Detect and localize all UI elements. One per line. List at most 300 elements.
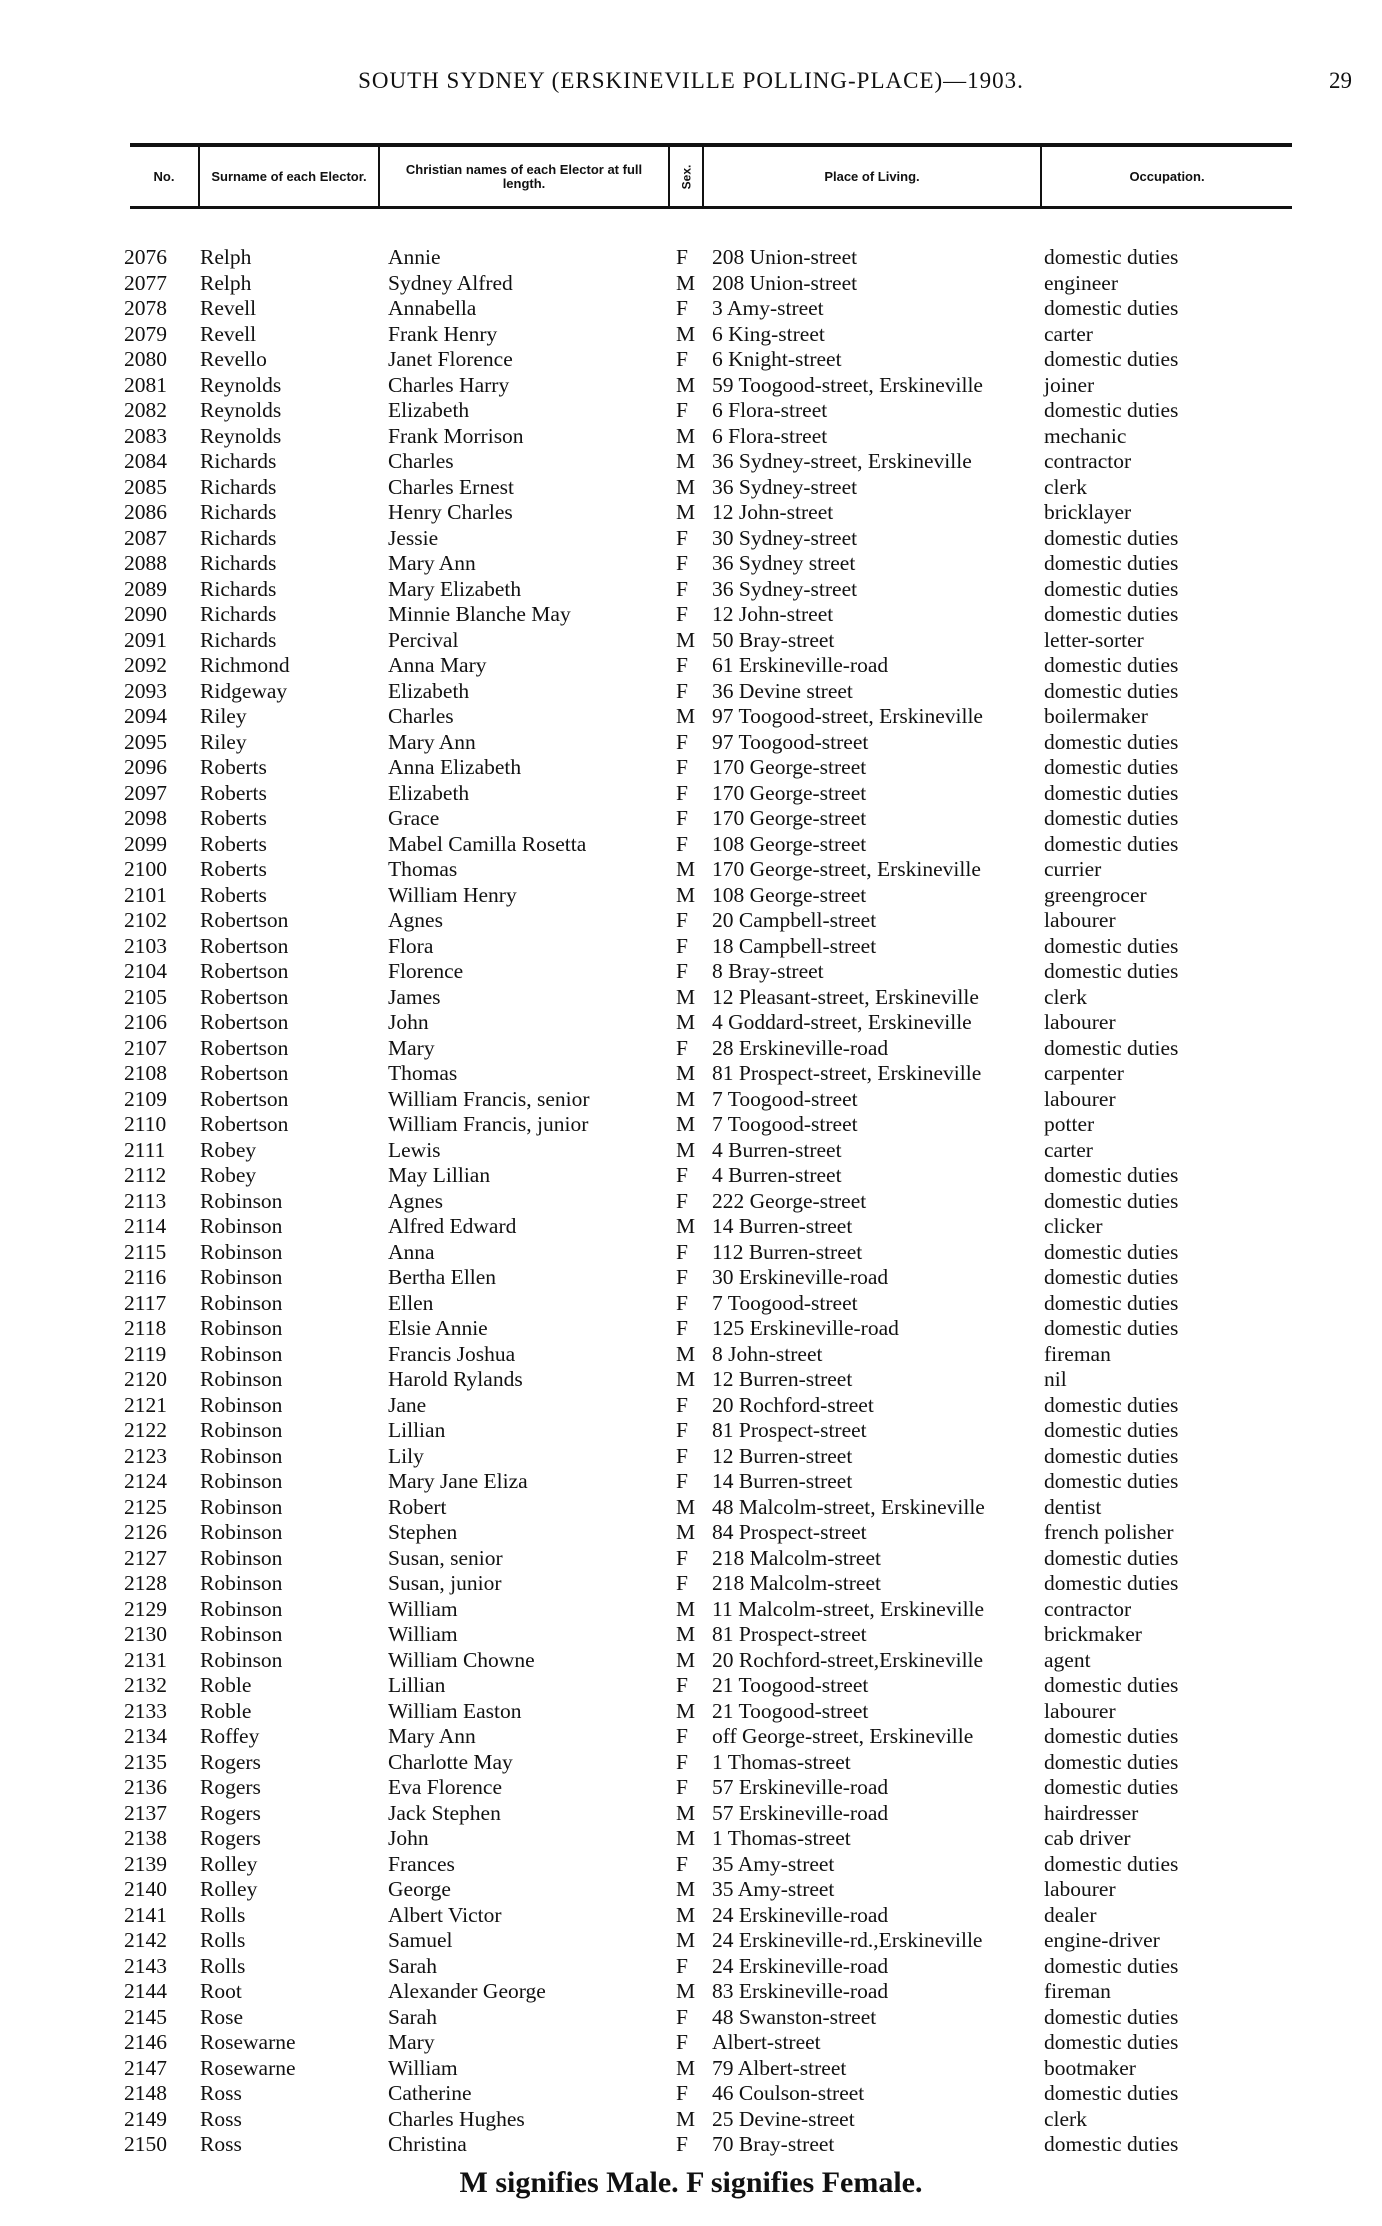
elector-occupation: domestic duties — [1044, 296, 1179, 320]
elector-surname: Robertson — [200, 959, 289, 983]
elector-place: 30 Erskineville-road — [712, 1265, 889, 1289]
elector-number: 2079 — [124, 321, 167, 346]
elector-number: 2093 — [124, 678, 167, 703]
elector-occupation: domestic duties — [1044, 1775, 1179, 1799]
elector-christian-names: Eva Florence — [388, 1775, 503, 1799]
elector-occupation: domestic duties — [1044, 1571, 1179, 1595]
elector-christian-names: Grace — [388, 806, 440, 830]
elector-place: 36 Devine street — [712, 678, 853, 703]
elector-number: 2140 — [124, 1877, 167, 1901]
elector-surname: Roberts — [200, 882, 267, 907]
elector-occupation: potter — [1044, 1112, 1095, 1136]
elector-surname: Robertson — [200, 1035, 289, 1060]
table-row — [0, 628, 1382, 654]
elector-christian-names: Sydney Alfred — [388, 270, 513, 295]
table-row — [0, 1265, 1382, 1291]
elector-surname: Robey — [200, 1137, 257, 1162]
elector-occupation: carter — [1044, 321, 1093, 346]
elector-christian-names: Anna Elizabeth — [388, 755, 522, 779]
elector-sex: M — [676, 1800, 696, 1825]
elector-occupation: domestic duties — [1044, 2132, 1179, 2156]
elector-surname: Robinson — [200, 1494, 283, 1519]
elector-number: 2102 — [124, 908, 167, 932]
elector-surname: Ross — [200, 2106, 242, 2131]
column-header-place: Place of Living. — [704, 147, 1042, 206]
elector-place: 3 Amy-street — [712, 296, 824, 320]
elector-sex: F — [676, 1749, 688, 1774]
elector-number: 2117 — [124, 1290, 167, 1315]
elector-place: 36 Sydney-street — [712, 474, 858, 499]
elector-number: 2132 — [124, 1673, 167, 1697]
elector-surname: Richards — [200, 627, 277, 652]
elector-place: 108 George-street — [712, 831, 867, 856]
table-row — [0, 1010, 1382, 1036]
elector-surname: Roberts — [200, 780, 267, 805]
elector-occupation: joiner — [1044, 372, 1095, 397]
elector-occupation: domestic duties — [1044, 1724, 1179, 1748]
elector-number: 2112 — [124, 1163, 167, 1187]
elector-occupation: domestic duties — [1044, 551, 1179, 575]
elector-occupation: clerk — [1044, 984, 1087, 1009]
elector-christian-names: Susan, senior — [388, 1545, 503, 1570]
elector-occupation: fireman — [1044, 1341, 1111, 1366]
elector-place: 81 Prospect-street — [712, 1418, 867, 1442]
elector-surname: Ross — [200, 2132, 242, 2156]
elector-surname: Robinson — [200, 1571, 283, 1595]
page-number: 29 — [1329, 68, 1352, 93]
elector-number: 2138 — [124, 1826, 167, 1850]
elector-surname: Robinson — [200, 1316, 283, 1340]
elector-sex: M — [676, 1596, 696, 1621]
elector-place: Albert-street — [712, 2030, 821, 2054]
elector-number: 2077 — [124, 270, 167, 295]
elector-occupation: fireman — [1044, 1979, 1111, 2003]
elector-place: 218 Malcolm-street — [712, 1571, 881, 1595]
elector-surname: Roberts — [200, 831, 267, 856]
elector-occupation: labourer — [1044, 1698, 1116, 1723]
elector-number: 2135 — [124, 1749, 167, 1774]
table-row — [0, 1163, 1382, 1189]
elector-number: 2130 — [124, 1622, 167, 1646]
elector-occupation: letter-sorter — [1044, 627, 1144, 652]
elector-surname: Richards — [200, 602, 277, 626]
elector-place: 20 Rochford-street,Erskineville — [712, 1647, 984, 1672]
elector-sex: F — [676, 1953, 688, 1978]
elector-number: 2080 — [124, 347, 167, 371]
elector-occupation: domestic duties — [1044, 1469, 1179, 1493]
table-row — [0, 1954, 1382, 1980]
elector-sex: M — [676, 1622, 696, 1646]
elector-occupation: domestic duties — [1044, 933, 1179, 958]
elector-occupation: domestic duties — [1044, 1392, 1179, 1417]
elector-christian-names: Anna Mary — [388, 653, 487, 677]
elector-sex: M — [676, 1647, 696, 1672]
elector-occupation: labourer — [1044, 1086, 1116, 1111]
elector-place: 81 Prospect-street, Erskineville — [712, 1061, 982, 1085]
elector-number: 2099 — [124, 831, 167, 856]
elector-christian-names: William — [388, 1596, 458, 1621]
elector-surname: Robinson — [200, 1418, 283, 1442]
elector-surname: Robinson — [200, 1545, 283, 1570]
elector-place: 35 Amy-street — [712, 1851, 835, 1876]
elector-sex: M — [676, 1979, 696, 2003]
elector-sex: F — [676, 1265, 688, 1289]
elector-place: 170 George-street, Erskineville — [712, 857, 981, 881]
footer-note: M signifies Male. F signifies Female. — [459, 2166, 923, 2199]
table-row — [0, 2005, 1382, 2031]
elector-christian-names: Lillian — [388, 1673, 446, 1697]
table-row — [0, 296, 1382, 322]
elector-sex: M — [676, 1494, 696, 1519]
elector-surname: Robertson — [200, 1112, 289, 1136]
elector-place: 24 Erskineville-road — [712, 1953, 889, 1978]
elector-sex: M — [676, 423, 696, 448]
table-row — [0, 1520, 1382, 1546]
elector-christian-names: Robert — [388, 1494, 447, 1519]
elector-christian-names: Henry Charles — [388, 500, 513, 524]
table-row — [0, 1112, 1382, 1138]
elector-surname: Richmond — [200, 653, 290, 677]
elector-sex: F — [676, 1469, 688, 1493]
elector-place: 8 Bray-street — [712, 959, 824, 983]
elector-christian-names: Albert Victor — [388, 1902, 502, 1927]
elector-number: 2144 — [124, 1979, 167, 2003]
elector-place: 108 George-street — [712, 882, 867, 907]
elector-surname: Robertson — [200, 1086, 289, 1111]
elector-surname: Reynolds — [200, 398, 282, 422]
elector-occupation: labourer — [1044, 1010, 1116, 1034]
elector-place: 12 John-street — [712, 500, 834, 524]
elector-number: 2084 — [124, 449, 167, 473]
elector-christian-names: William Francis, junior — [388, 1112, 589, 1136]
elector-surname: Roberts — [200, 755, 267, 779]
table-row — [0, 1903, 1382, 1929]
elector-sex: M — [676, 500, 696, 524]
table-row — [0, 832, 1382, 858]
elector-christian-names: Lily — [388, 1443, 424, 1468]
elector-surname: Robinson — [200, 1520, 283, 1544]
table-row — [0, 2132, 1382, 2158]
elector-occupation: domestic duties — [1044, 1749, 1179, 1774]
elector-place: 50 Bray-street — [712, 627, 835, 652]
elector-place: 208 Union-street — [712, 270, 858, 295]
elector-christian-names: Mary Ann — [388, 729, 476, 754]
elector-place: 81 Prospect-street — [712, 1622, 867, 1646]
elector-occupation: contractor — [1044, 449, 1132, 473]
elector-number: 2100 — [124, 857, 167, 881]
elector-number: 2125 — [124, 1494, 167, 1519]
elector-christian-names: Thomas — [388, 857, 458, 881]
elector-christian-names: Charles — [388, 449, 454, 473]
elector-place: 21 Toogood-street — [712, 1698, 869, 1723]
elector-occupation: domestic duties — [1044, 1163, 1179, 1187]
table-row — [0, 322, 1382, 348]
table-row — [0, 883, 1382, 909]
elector-occupation: brickmaker — [1044, 1622, 1142, 1646]
elector-occupation: clerk — [1044, 2106, 1087, 2131]
elector-place: 8 John-street — [712, 1341, 823, 1366]
elector-occupation: domestic duties — [1044, 1673, 1179, 1697]
elector-place: 112 Burren-street — [712, 1239, 863, 1264]
elector-occupation: greengrocer — [1044, 882, 1147, 907]
elector-occupation: domestic duties — [1044, 1035, 1179, 1060]
elector-surname: Revell — [200, 321, 257, 346]
elector-occupation: domestic duties — [1044, 1545, 1179, 1570]
elector-surname: Richards — [200, 525, 277, 550]
elector-christian-names: Florence — [388, 959, 464, 983]
elector-christian-names: Mary — [388, 1035, 435, 1060]
table-row — [0, 679, 1382, 705]
elector-christian-names: Sarah — [388, 2004, 437, 2029]
table-row — [0, 806, 1382, 832]
column-header-sex: Sex. — [670, 147, 704, 206]
elector-surname: Rose — [200, 2004, 243, 2029]
elector-christian-names: Lillian — [388, 1418, 446, 1442]
elector-place: 6 Knight-street — [712, 347, 842, 371]
elector-number: 2119 — [124, 1341, 167, 1366]
table-row — [0, 500, 1382, 526]
elector-sex: M — [676, 1928, 696, 1952]
elector-surname: Robinson — [200, 1188, 283, 1213]
elector-surname: Rosewarne — [200, 2030, 296, 2054]
elector-number: 2131 — [124, 1647, 167, 1672]
table-row — [0, 2081, 1382, 2107]
elector-surname: Rogers — [200, 1800, 261, 1825]
elector-surname: Relph — [200, 245, 252, 269]
elector-sex: M — [676, 1826, 696, 1850]
elector-christian-names: James — [388, 984, 441, 1009]
elector-occupation: domestic duties — [1044, 1188, 1179, 1213]
table-row — [0, 1597, 1382, 1623]
elector-place: 7 Toogood-street — [712, 1112, 858, 1136]
elector-number: 2089 — [124, 576, 167, 601]
elector-number: 2134 — [124, 1724, 167, 1748]
elector-place: 46 Coulson-street — [712, 2081, 865, 2105]
elector-surname: Riley — [200, 704, 247, 728]
elector-place: 218 Malcolm-street — [712, 1545, 881, 1570]
elector-number: 2109 — [124, 1086, 167, 1111]
elector-occupation: domestic duties — [1044, 959, 1179, 983]
elector-occupation: domestic duties — [1044, 1443, 1179, 1468]
elector-christian-names: Charles Harry — [388, 372, 510, 397]
elector-surname: Revell — [200, 296, 257, 320]
elector-place: 7 Toogood-street — [712, 1086, 858, 1111]
table-row — [0, 2030, 1382, 2056]
table-row — [0, 1367, 1382, 1393]
elector-place: 20 Rochford-street — [712, 1392, 874, 1417]
table-row — [0, 526, 1382, 552]
elector-occupation: domestic duties — [1044, 831, 1179, 856]
elector-christian-names: May Lillian — [388, 1163, 491, 1187]
elector-number: 2111 — [124, 1137, 166, 1162]
elector-sex: F — [676, 653, 688, 677]
elector-sex: F — [676, 1724, 688, 1748]
elector-place: 24 Erskineville-rd.,Erskineville — [712, 1928, 983, 1952]
table-row — [0, 1444, 1382, 1470]
elector-occupation: domestic duties — [1044, 1851, 1179, 1876]
elector-number: 2137 — [124, 1800, 167, 1825]
elector-occupation: domestic duties — [1044, 1239, 1179, 1264]
elector-number: 2094 — [124, 704, 167, 728]
elector-number: 2126 — [124, 1520, 167, 1544]
elector-christian-names: Annie — [388, 245, 441, 269]
elector-number: 2141 — [124, 1902, 167, 1927]
elector-number: 2107 — [124, 1035, 167, 1060]
elector-sex: F — [676, 551, 688, 575]
elector-surname: Richards — [200, 474, 277, 499]
elector-surname: Rolls — [200, 1928, 246, 1952]
elector-place: 36 Sydney-street — [712, 576, 858, 601]
elector-occupation: clicker — [1044, 1214, 1103, 1238]
elector-surname: Ridgeway — [200, 678, 288, 703]
elector-sex: F — [676, 1418, 688, 1442]
elector-surname: Robinson — [200, 1265, 283, 1289]
elector-sex: F — [676, 1851, 688, 1876]
elector-place: 57 Erskineville-road — [712, 1775, 889, 1799]
elector-sex: F — [676, 1673, 688, 1697]
table-row — [0, 781, 1382, 807]
table-row — [0, 1214, 1382, 1240]
elector-sex: F — [676, 1443, 688, 1468]
elector-number: 2116 — [124, 1265, 167, 1289]
column-header-surname: Surname of each Elector. — [200, 147, 380, 206]
elector-number: 2101 — [124, 882, 167, 907]
elector-surname: Robinson — [200, 1341, 283, 1366]
elector-number: 2088 — [124, 551, 167, 575]
column-header-christian-names: Christian names of each Elector at full length. — [380, 147, 670, 206]
elector-occupation: domestic duties — [1044, 2030, 1179, 2054]
table-row — [0, 2056, 1382, 2082]
elector-place: 6 Flora-street — [712, 398, 828, 422]
elector-surname: Riley — [200, 729, 247, 754]
table-row — [0, 1826, 1382, 1852]
elector-place: 4 Burren-street — [712, 1137, 842, 1162]
elector-number: 2113 — [124, 1188, 167, 1213]
elector-surname: Robinson — [200, 1647, 283, 1672]
column-header-row — [130, 143, 1292, 209]
elector-number: 2076 — [124, 245, 167, 269]
elector-occupation: domestic duties — [1044, 576, 1179, 601]
elector-place: 12 Burren-street — [712, 1443, 853, 1468]
elector-surname: Robinson — [200, 1596, 283, 1621]
elector-place: 61 Erskineville-road — [712, 653, 889, 677]
elector-surname: Rogers — [200, 1775, 261, 1799]
elector-place: 208 Union-street — [712, 245, 858, 269]
elector-sex: F — [676, 1545, 688, 1570]
elector-sex: M — [676, 2106, 696, 2131]
elector-sex: M — [676, 984, 696, 1009]
elector-sex: F — [676, 347, 688, 371]
elector-surname: Roble — [200, 1698, 252, 1723]
table-row — [0, 857, 1382, 883]
table-row — [0, 449, 1382, 475]
table-row — [0, 959, 1382, 985]
elector-christian-names: William Chowne — [388, 1647, 535, 1672]
elector-number: 2143 — [124, 1953, 167, 1978]
elector-surname: Richards — [200, 500, 277, 524]
elector-christian-names: Alexander George — [388, 1979, 546, 2003]
elector-number: 2092 — [124, 653, 167, 677]
table-row — [0, 704, 1382, 730]
elector-place: 18 Campbell-street — [712, 933, 877, 958]
elector-sex: M — [676, 1010, 696, 1034]
elector-occupation: mechanic — [1044, 423, 1127, 448]
table-row — [0, 551, 1382, 577]
elector-occupation: domestic duties — [1044, 729, 1179, 754]
table-row — [0, 1801, 1382, 1827]
elector-sex: F — [676, 398, 688, 422]
elector-sex: F — [676, 1290, 688, 1315]
elector-surname: Robinson — [200, 1469, 283, 1493]
elector-surname: Richards — [200, 449, 277, 473]
elector-number: 2145 — [124, 2004, 167, 2029]
elector-sex: M — [676, 1877, 696, 1901]
elector-number: 2114 — [124, 1214, 167, 1238]
elector-place: 11 Malcolm-street, Erskineville — [712, 1596, 985, 1621]
elector-sex: M — [676, 1061, 696, 1085]
table-row — [0, 1469, 1382, 1495]
elector-place: 7 Toogood-street — [712, 1290, 858, 1315]
elector-sex: F — [676, 1571, 688, 1595]
elector-sex: F — [676, 576, 688, 601]
elector-surname: Richards — [200, 551, 277, 575]
table-row — [0, 1852, 1382, 1878]
table-row — [0, 1648, 1382, 1674]
elector-surname: Ross — [200, 2081, 242, 2105]
elector-christian-names: Catherine — [388, 2081, 472, 2105]
elector-sex: M — [676, 270, 696, 295]
elector-place: 170 George-street — [712, 755, 867, 779]
table-row — [0, 602, 1382, 628]
table-row — [0, 1291, 1382, 1317]
table-row — [0, 1189, 1382, 1215]
table-row — [0, 1087, 1382, 1113]
elector-sex: F — [676, 1188, 688, 1213]
elector-occupation: engine-driver — [1044, 1928, 1160, 1952]
elector-number: 2133 — [124, 1698, 167, 1723]
elector-christian-names: John — [388, 1010, 429, 1034]
elector-sex: F — [676, 780, 688, 805]
elector-number: 2148 — [124, 2081, 167, 2105]
elector-sex: M — [676, 1520, 696, 1544]
elector-sex: F — [676, 2004, 688, 2029]
elector-christian-names: Bertha Ellen — [388, 1265, 497, 1289]
elector-occupation: french polisher — [1044, 1520, 1174, 1544]
elector-number: 2086 — [124, 500, 167, 524]
elector-christian-names: Christina — [388, 2132, 467, 2156]
table-row — [0, 347, 1382, 373]
elector-surname: Rolley — [200, 1877, 258, 1901]
elector-christian-names: John — [388, 1826, 429, 1850]
elector-number: 2136 — [124, 1775, 167, 1799]
elector-christian-names: Mary Ann — [388, 551, 476, 575]
elector-number: 2096 — [124, 755, 167, 779]
elector-christian-names: Percival — [388, 627, 459, 652]
elector-sex: F — [676, 933, 688, 958]
elector-place: 84 Prospect-street — [712, 1520, 867, 1544]
elector-place: 6 Flora-street — [712, 423, 828, 448]
elector-surname: Robinson — [200, 1239, 283, 1264]
elector-sex: M — [676, 627, 696, 652]
table-row — [0, 934, 1382, 960]
elector-place: 170 George-street — [712, 806, 867, 830]
table-row — [0, 1979, 1382, 2005]
elector-christian-names: Charles — [388, 704, 454, 728]
elector-surname: Rogers — [200, 1749, 261, 1774]
elector-sex: M — [676, 474, 696, 499]
elector-sex: F — [676, 2132, 688, 2156]
elector-christian-names: Agnes — [388, 908, 443, 932]
